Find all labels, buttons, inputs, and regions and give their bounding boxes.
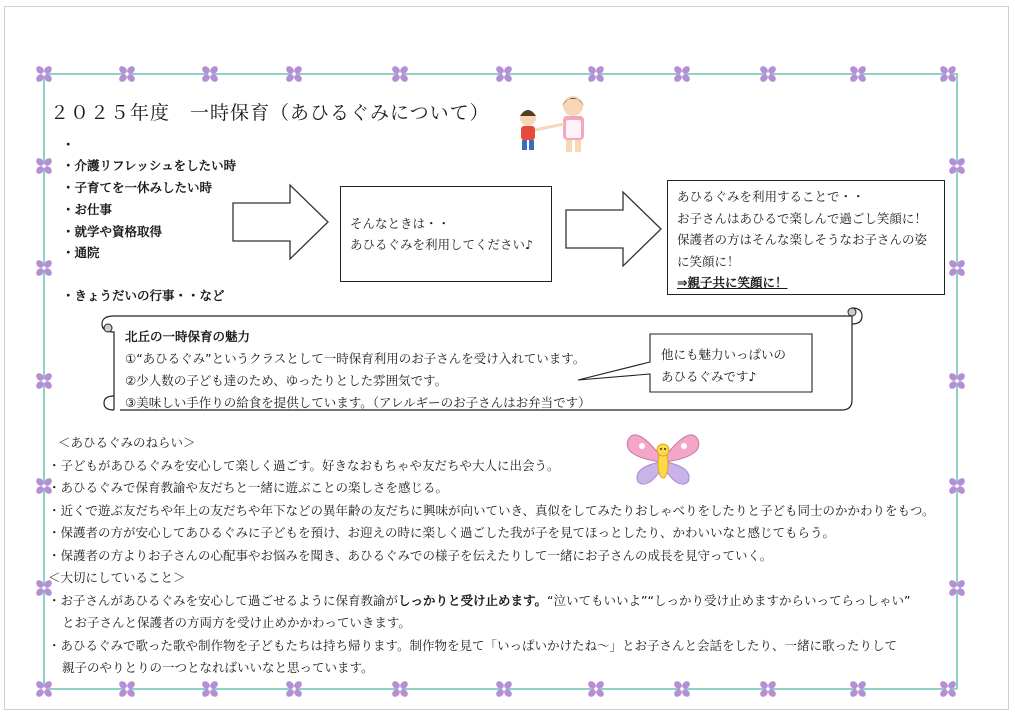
benefit-line: あひるぐみを利用することで・・ bbox=[677, 189, 865, 204]
reason-item: ・通院 bbox=[62, 245, 100, 260]
callout-line: 他にも魅力いっぱいの bbox=[661, 347, 787, 362]
benefit-line: 保護者の方はそんな楽しそうなお子さんの姿 bbox=[677, 232, 928, 247]
flower-ornament-icon bbox=[35, 372, 53, 390]
flower-ornament-icon bbox=[35, 259, 53, 277]
flower-ornament-icon bbox=[849, 680, 867, 698]
flower-ornament-icon bbox=[495, 680, 513, 698]
reason-item: ・お仕事 bbox=[62, 202, 113, 217]
flower-ornament-icon bbox=[35, 157, 53, 175]
arrow-right-icon bbox=[232, 183, 330, 261]
flower-ornament-icon bbox=[587, 65, 605, 83]
benefit-conclusion: ⇒親子共に笑顔に！ bbox=[677, 275, 788, 290]
aim-item: ・保護者の方よりお子さんの心配事やお悩みを聞き、あひるぐみでの様子を伝えたりして一緒にお子さんの成長を見守っていく。 bbox=[48, 547, 773, 563]
flower-ornament-icon bbox=[391, 65, 409, 83]
flower-ornament-icon bbox=[118, 65, 136, 83]
flower-ornament-icon bbox=[391, 680, 409, 698]
callout-line: あひるぐみです♪ bbox=[661, 369, 757, 384]
flower-ornament-icon bbox=[35, 680, 53, 698]
flower-ornament-icon bbox=[285, 65, 303, 83]
flower-ornament-icon bbox=[948, 477, 966, 495]
suggestion-box bbox=[340, 186, 552, 282]
flower-ornament-icon bbox=[759, 680, 777, 698]
flower-ornament-icon bbox=[495, 65, 513, 83]
important-item-cont: 親子のやりとりの一つとなればいいなと思っています。 bbox=[62, 660, 374, 675]
flower-ornament-icon bbox=[939, 680, 957, 698]
flower-ornament-icon bbox=[201, 680, 219, 698]
benefit-line: お子さんはあひるで楽しんで過ごし笑顔に！ bbox=[677, 210, 927, 226]
important-heading: ＜大切にしていること＞ bbox=[48, 570, 186, 585]
flower-ornament-icon bbox=[673, 680, 691, 698]
reason-item: ・子育てを一休みしたい時 bbox=[62, 180, 213, 195]
reason-item: ・就学や資格取得 bbox=[62, 224, 163, 239]
arrow-right-icon bbox=[565, 190, 663, 268]
charm-section bbox=[125, 326, 591, 414]
parent-child-illustration bbox=[506, 92, 606, 154]
callout-bubble bbox=[661, 344, 786, 388]
flower-ornament-icon bbox=[673, 65, 691, 83]
aim-item: ・子どもがあひるぐみを安心して楽しく過ごす。好きなおもちゃや友だちや大人に出会う。 bbox=[48, 457, 560, 473]
benefit-box bbox=[667, 180, 945, 295]
important-quote: “泣いてもいいよ”“しっかり受け止めますからいってらっしゃい” bbox=[547, 592, 911, 608]
aim-item: ・近くで遊ぶ友だちや年上の友だちや年下などの異年齢の友だちに興味が向いていき、真似をしてみたりおしゃべりをしたりと子ども同士のかかわりをもつ。 bbox=[48, 502, 935, 518]
reason-item: ・きょうだいの行事・・など bbox=[62, 288, 225, 303]
charm-item: ③美味しい手作りの給食を提供しています。（アレルギーのお子さんはお弁当です） bbox=[125, 395, 591, 410]
flower-ornament-icon bbox=[587, 680, 605, 698]
flower-ornament-icon bbox=[948, 579, 966, 597]
reason-item: ・介護リフレッシュをしたい時 bbox=[62, 158, 237, 173]
suggestion-line: そんなときは・・ bbox=[350, 216, 451, 231]
important-emphasis: しっかりと受け止めます。 bbox=[398, 592, 548, 608]
charm-item: ①“あひるぐみ”というクラスとして一時保育利用のお子さんを受け入れています。 bbox=[125, 351, 586, 366]
aims-and-values bbox=[48, 432, 935, 680]
flower-ornament-icon bbox=[849, 65, 867, 83]
flower-ornament-icon bbox=[285, 680, 303, 698]
flower-ornament-icon bbox=[939, 65, 957, 83]
flower-ornament-icon bbox=[948, 372, 966, 390]
page-title: ２０２５年度 一時保育（あひるぐみについて） bbox=[50, 102, 490, 124]
flower-ornament-icon bbox=[948, 157, 966, 175]
flower-ornament-icon bbox=[201, 65, 219, 83]
important-text: ・お子さんがあひるぐみを安心して過ごせるように保育教諭が bbox=[48, 592, 399, 608]
flower-ornament-icon bbox=[35, 65, 53, 83]
aims-heading: ＜あひるぐみのねらい＞ bbox=[58, 435, 196, 450]
benefit-line: に笑顔に！ bbox=[677, 253, 740, 269]
charm-item: ②少人数の子ども達のため、ゆったりとした雰囲気です。 bbox=[125, 373, 448, 388]
important-item bbox=[48, 590, 935, 613]
important-item-cont: とお子さんと保護者の方両方を受け止めかかわっていきます。 bbox=[62, 615, 411, 630]
aim-item: ・あひるぐみで保育教諭や友だちと一緒に遊ぶことの楽しさを感じる。 bbox=[48, 480, 449, 495]
reason-item: ・ bbox=[62, 137, 75, 152]
flower-ornament-icon bbox=[948, 259, 966, 277]
charm-heading: 北丘の一時保育の魅力 bbox=[125, 329, 251, 344]
important-item: ・あひるぐみで歌った歌や制作物を子どもたちは持ち帰ります。制作物を見て「いっぱいかけたね～」とお子さんと会話をしたり、一緒に歌ったりして bbox=[48, 637, 898, 653]
flower-ornament-icon bbox=[118, 680, 136, 698]
aim-item: ・保護者の方が安心してあひるぐみに子どもを預け、お迎えの時に楽しく過ごした我が子を見てほっとしたり、かわいいなと感じてもらう。 bbox=[48, 525, 836, 540]
suggestion-line: あひるぐみを利用してください♪ bbox=[350, 237, 533, 252]
flower-ornament-icon bbox=[759, 65, 777, 83]
